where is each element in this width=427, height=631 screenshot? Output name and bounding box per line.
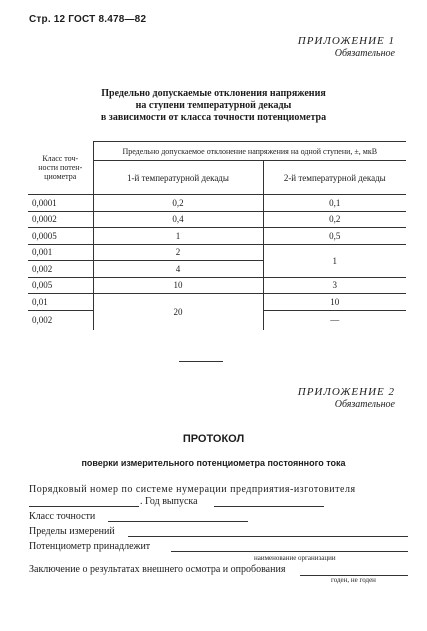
header-class-line: ности потен-: [38, 163, 83, 173]
cell-col2: 0,1: [263, 195, 406, 212]
conclusion-label: Заключение о результатах внешнего осмотра и опробования: [29, 564, 286, 575]
protocol-subtitle: поверки измерительного потенциометра постоянного тока: [81, 458, 346, 468]
row-class: 0,002: [32, 263, 53, 274]
protocol-title: ПРОТОКОЛ: [182, 433, 245, 445]
deviation-table: [28, 141, 406, 330]
table-title-line: в зависимости от класса точности потенциометра: [100, 112, 327, 123]
page-header: Стр. 12 ГОСТ 8.478—82: [29, 14, 147, 25]
conclusion-caption: годен, не годен: [331, 576, 376, 584]
owner-label: Потенциометр принадлежит: [29, 541, 151, 552]
year-field[interactable]: [214, 506, 324, 507]
table-title-line: на ступени температурной декады: [135, 100, 292, 111]
row-class: 0,0002: [32, 214, 57, 225]
owner-caption: наименование организации: [254, 554, 336, 562]
cell-col1: 4: [93, 261, 263, 278]
cell-col1: 2: [93, 244, 263, 261]
section-divider: [179, 361, 223, 362]
appendix-2-title: ПРИЛОЖЕНИЕ 2: [297, 386, 395, 398]
serial-number-line: Порядковый номер по системе нумерации предприятия-изготовителя: [29, 484, 356, 495]
cell-col1: 0,2: [93, 195, 263, 212]
row-class: 0,01: [32, 296, 48, 307]
appendix-1-title: ПРИЛОЖЕНИЕ 1: [297, 35, 395, 47]
row-class: 0,005: [32, 280, 53, 291]
appendix-1: [298, 35, 395, 59]
cell-col1: 1: [93, 228, 263, 245]
table-title-line: Предельно допускаемые отклонения напряжения: [101, 88, 326, 99]
cell-col2: 3: [263, 277, 406, 294]
header-class-line: Класс точ-: [42, 154, 79, 164]
cell-col2: 1: [263, 244, 406, 277]
serial-number-field[interactable]: [29, 506, 139, 507]
header-class-line: циометра: [44, 172, 77, 182]
appendix-1-subtitle: Обязательное: [334, 48, 395, 59]
appendix-2: [298, 386, 395, 410]
owner-field[interactable]: [171, 551, 408, 552]
accuracy-field[interactable]: [108, 521, 248, 522]
header-col2: 2-й температурной декады: [263, 161, 406, 195]
cell-col1: 10: [93, 277, 263, 294]
cell-col1: 0,4: [93, 211, 263, 228]
table-title: [0, 88, 427, 124]
year-label: . Год выпуска: [140, 496, 198, 507]
range-label: Пределы измерений: [29, 526, 115, 537]
row-class: 0,0001: [32, 197, 57, 208]
cell-col2: 0,5: [263, 228, 406, 245]
range-field[interactable]: [128, 536, 408, 537]
header-class-cell: [28, 142, 93, 195]
row-class: 0,001: [32, 247, 53, 258]
header-group: Предельно допускаемое отклонение напряжения на одной ступени, ±, мкВ: [93, 142, 406, 161]
cell-col2: 0,2: [263, 211, 406, 228]
cell-col2: 10: [263, 294, 406, 311]
accuracy-label: Класс точности: [29, 511, 96, 522]
cell-col2: —: [263, 310, 406, 330]
header-col1: 1-й температурной декады: [93, 161, 263, 195]
cell-col1: 20: [93, 294, 263, 331]
row-class: 0,002: [32, 315, 53, 326]
row-class: 0,0005: [32, 230, 57, 241]
appendix-2-subtitle: Обязательное: [334, 399, 395, 410]
